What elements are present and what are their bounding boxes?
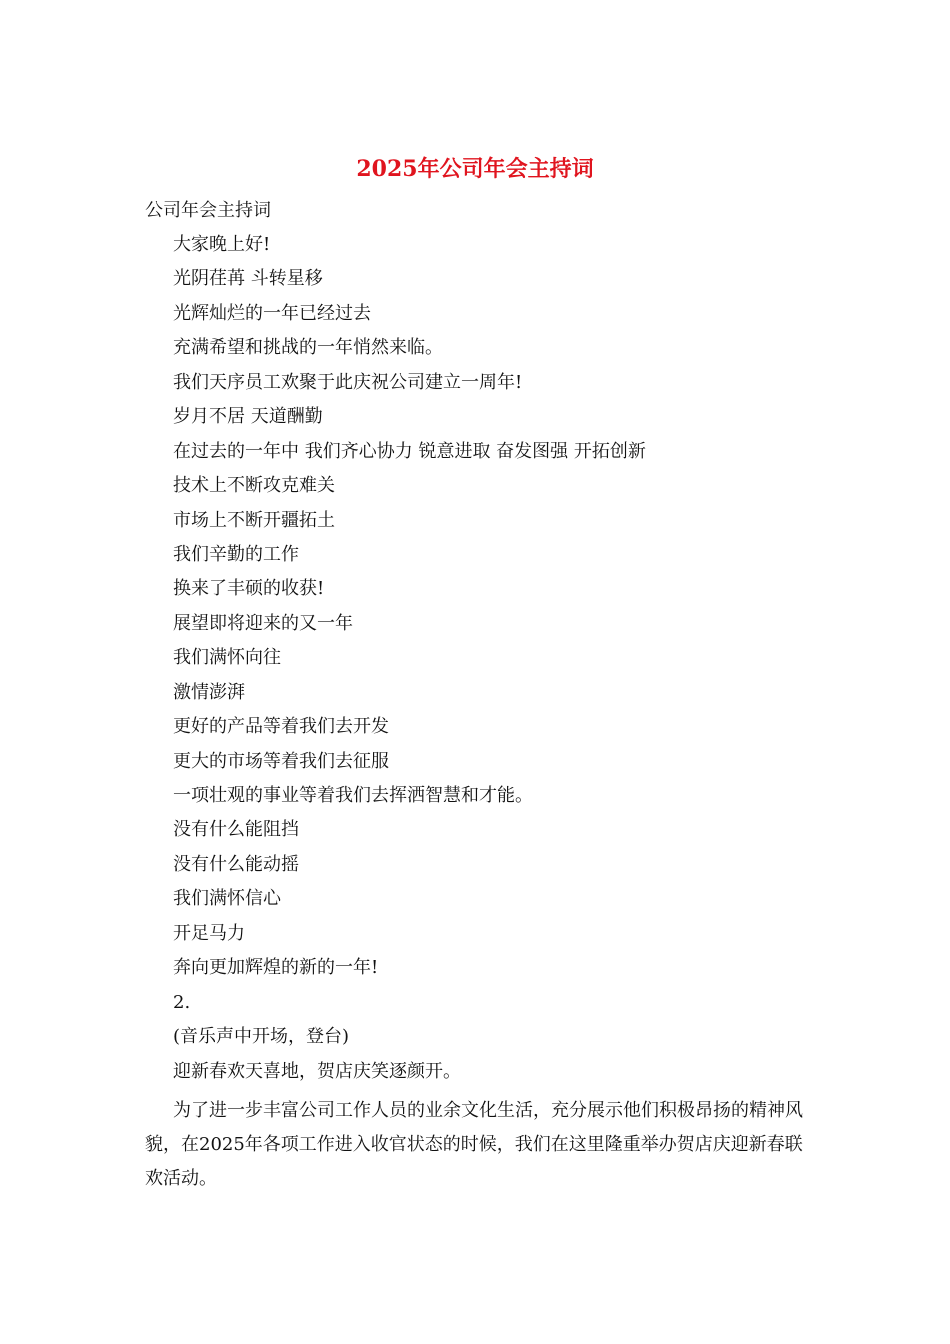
script-line: 我们辛勤的工作	[173, 543, 299, 565]
script-line: 充满希望和挑战的一年悄然来临。	[173, 337, 443, 359]
script-line: 光阴荏苒 斗转星移	[173, 268, 323, 290]
script-line: 光辉灿烂的一年已经过去	[173, 302, 371, 324]
script-line: 一项壮观的事业等着我们去挥洒智慧和才能。	[173, 785, 533, 806]
script-line: 换来了丰硕的收获!	[173, 578, 325, 600]
script-line: 没有什么能阻挡	[173, 819, 299, 841]
script-line: 岁月不居 天道酬勤	[173, 406, 323, 428]
script-line: 2.	[173, 991, 191, 1013]
script-line: 没有什么能动摇	[173, 853, 299, 875]
script-line: 展望即将迎来的又一年	[173, 612, 353, 634]
script-line: 更好的产品等着我们去开发	[173, 716, 389, 738]
script-line: 在过去的一年中 我们齐心协力 锐意进取 奋发图强 开拓创新	[173, 440, 646, 462]
script-line: 激情澎湃	[173, 681, 245, 703]
script-line: (音乐声中开场，登台)	[173, 1026, 350, 1048]
script-line: 市场上不断开疆拓土	[173, 509, 335, 531]
script-line: 更大的市场等着我们去征服	[173, 750, 389, 772]
document-subtitle: 公司年会主持词	[145, 200, 271, 221]
script-line: 我们满怀信心	[173, 888, 281, 910]
script-line: 我们满怀向往	[173, 647, 281, 669]
script-line: 技术上不断攻克难关	[173, 475, 335, 497]
script-lines	[173, 230, 646, 1091]
script-line: 开足马力	[173, 922, 245, 944]
document-title: 2025年公司年会主持词	[356, 156, 594, 182]
body-paragraph: 为了进一步丰富公司工作人员的业余文化生活，充分展示他们积极昂扬的精神风貌，在2025年各项工作进入收官状态的时候，我们在这里隆重举办贺店庆迎新春联欢活动。	[145, 1100, 803, 1189]
script-line: 迎新春欢天喜地，贺店庆笑逐颜开。	[173, 1060, 461, 1082]
script-line: 奔向更加辉煌的新的一年!	[173, 957, 379, 979]
script-line: 大家晚上好!	[173, 234, 271, 255]
script-line: 我们天序员工欢聚于此庆祝公司建立一周年!	[173, 371, 523, 393]
